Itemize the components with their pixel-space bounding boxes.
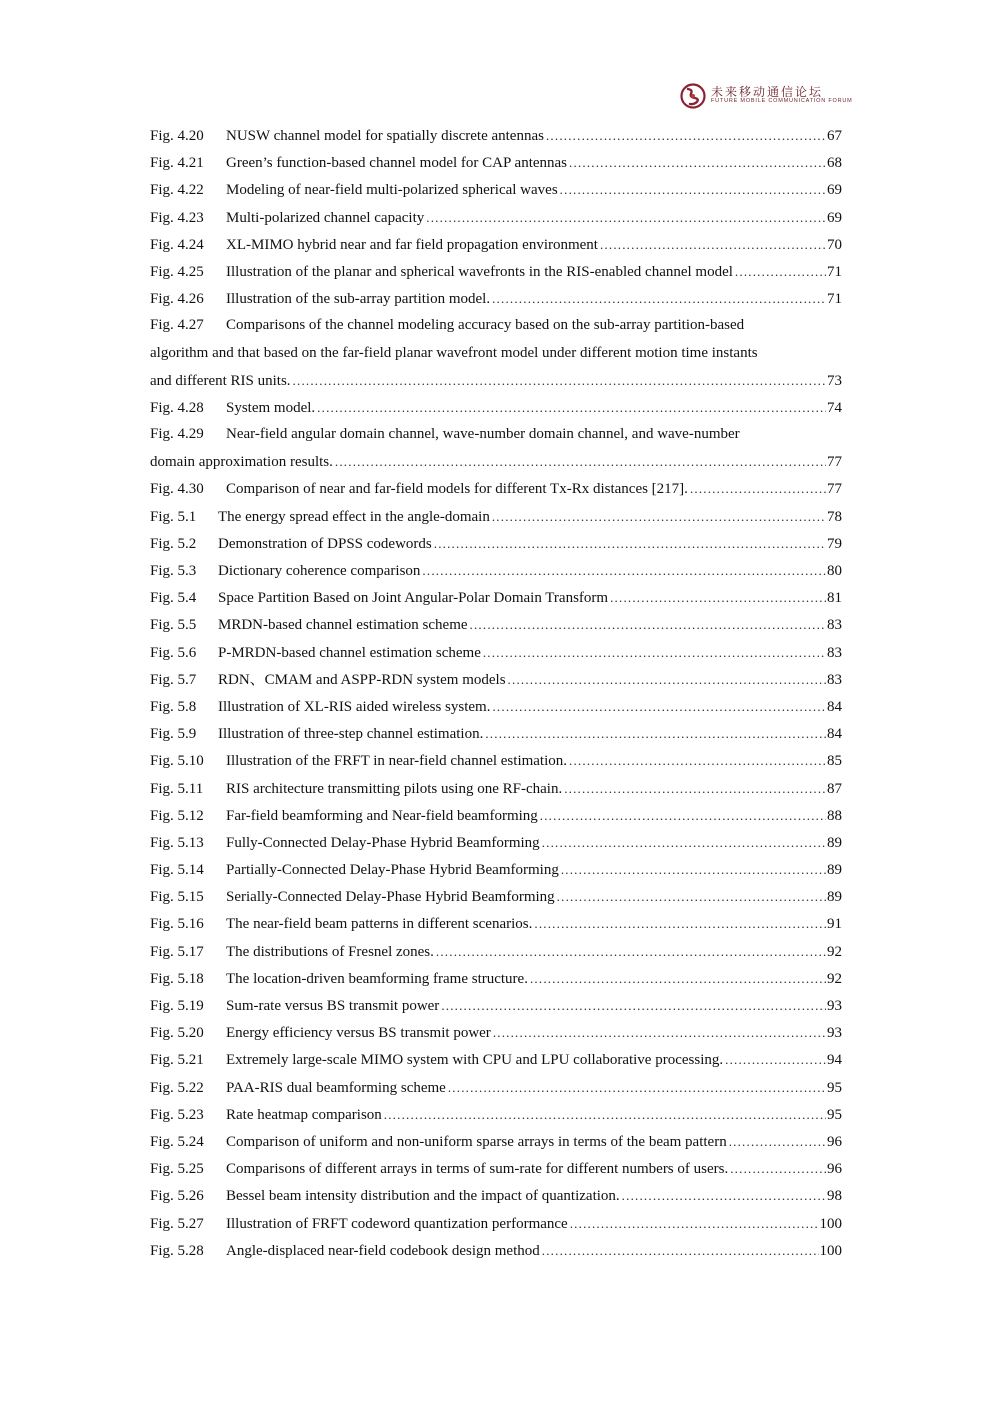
page-number: 69 [827, 209, 842, 226]
toc-entry[interactable] [150, 122, 842, 149]
dot-leader [493, 1019, 826, 1046]
dot-leader [564, 775, 826, 802]
figure-number: Fig. 4.30 [150, 481, 204, 498]
toc-entry[interactable] [150, 1019, 842, 1046]
figure-number: Fig. 5.23 [150, 1106, 204, 1123]
dot-leader [448, 1074, 826, 1101]
figure-title: Near-field angular domain channel, wave-number domain channel, and wave-number [226, 426, 740, 443]
figure-number: Fig. 5.9 [150, 726, 197, 743]
page-number: 74 [827, 399, 842, 416]
toc-entry[interactable] [150, 1128, 842, 1155]
figure-number: Fig. 5.3 [150, 563, 197, 579]
figure-number: Fig. 5.27 [150, 1215, 204, 1232]
figure-title: The energy spread effect in the angle-domain [218, 508, 490, 525]
page-number: 92 [827, 943, 842, 960]
figure-number: Fig. 4.21 [150, 155, 204, 172]
toc-entry[interactable] [150, 312, 842, 394]
figure-title: System model. [226, 399, 316, 416]
figure-number: Fig. 5.14 [150, 862, 204, 879]
toc-entry[interactable] [150, 1046, 842, 1073]
logo-chinese-text: 未来移动通信论坛 [711, 85, 824, 99]
dot-leader [735, 258, 826, 285]
toc-entry[interactable] [150, 666, 842, 693]
toc-entry[interactable] [150, 176, 842, 203]
page-number: 89 [827, 834, 842, 851]
figure-number: Fig. 4.22 [150, 182, 204, 199]
toc-entry[interactable] [150, 938, 842, 965]
dot-leader [729, 1128, 826, 1155]
figure-title: Space Partition Based on Joint Angular-Polar Domain Transform [218, 590, 609, 607]
toc-entry[interactable] [150, 693, 842, 720]
figure-number: Fig. 4.26 [150, 291, 204, 308]
figure-number: Fig. 5.11 [150, 780, 204, 797]
dot-leader [560, 176, 826, 203]
toc-entry[interactable] [150, 747, 842, 774]
dot-leader [293, 367, 826, 394]
figure-title: Extremely large-scale MIMO system with CPU and LPU collaborative processing. [226, 1052, 724, 1069]
figure-number: Fig. 4.25 [150, 263, 204, 280]
figure-number: Fig. 4.29 [150, 426, 204, 443]
figure-title-continued: and different RIS units. [150, 372, 291, 389]
figure-title: Comparisons of different arrays in terms of sum-rate for different numbers of users. [226, 1161, 729, 1178]
figure-number: Fig. 5.7 [150, 671, 197, 688]
toc-entry[interactable] [150, 1210, 842, 1237]
page-number: 95 [827, 1106, 842, 1123]
figure-number: Fig. 5.1 [150, 508, 197, 525]
dot-leader [542, 1237, 819, 1264]
figure-title-continued: domain approximation results. [150, 454, 333, 471]
figure-title: Illustration of the planar and spherical wavefronts in the RIS-enabled channel model [226, 263, 733, 280]
figure-title: NUSW channel model for spatially discrete antennas [226, 128, 544, 144]
toc-entry[interactable] [150, 775, 842, 802]
dot-leader [317, 394, 826, 421]
page-number: 71 [827, 291, 842, 308]
dot-leader [426, 204, 826, 231]
dot-leader [483, 639, 826, 666]
dot-leader [542, 829, 826, 856]
toc-entry[interactable] [150, 231, 842, 258]
toc-entry[interactable] [150, 1074, 842, 1101]
figure-number: Fig. 4.28 [150, 399, 204, 416]
toc-entry[interactable] [150, 720, 842, 747]
page-number: 83 [827, 644, 842, 661]
toc-entry[interactable] [150, 149, 842, 176]
logo-english-text: FUTURE MOBILE COMMUNICATION FORUM [711, 98, 853, 104]
toc-entry[interactable] [150, 475, 842, 502]
dot-leader [492, 285, 826, 312]
figure-number: Fig. 5.21 [150, 1052, 204, 1069]
page-number: 91 [827, 916, 842, 933]
page-number: 83 [827, 617, 842, 634]
figure-title: Illustration of the sub-array partition model. [226, 291, 491, 308]
page-number: 93 [827, 1025, 842, 1042]
toc-entry[interactable] [150, 1101, 842, 1128]
forum-logo [679, 82, 853, 110]
dot-leader [570, 1210, 819, 1237]
dot-leader [492, 693, 826, 720]
figure-title: Bessel beam intensity distribution and the impact of quantization. [226, 1188, 620, 1205]
dot-leader [441, 992, 826, 1019]
dot-leader [384, 1101, 826, 1128]
figure-number: Fig. 5.18 [150, 970, 204, 987]
dot-leader [561, 856, 826, 883]
figure-number: Fig. 5.2 [150, 535, 197, 552]
toc-entry[interactable] [150, 883, 842, 910]
dot-leader [546, 122, 826, 149]
dot-leader [534, 910, 826, 937]
figure-title: Sum-rate versus BS transmit power [226, 998, 440, 1014]
figure-number: Fig. 5.13 [150, 834, 204, 851]
figure-title: Comparison of near and far-field models for different Tx-Rx distances [217]. [226, 481, 688, 498]
page-number: 80 [827, 563, 842, 579]
figure-number: Fig. 5.26 [150, 1188, 204, 1205]
toc-entry[interactable] [150, 584, 842, 611]
page-number: 96 [827, 1161, 842, 1178]
figure-title: Angle-displaced near-field codebook design method [226, 1242, 540, 1259]
figure-number: Fig. 5.22 [150, 1079, 204, 1096]
toc-entry[interactable] [150, 421, 842, 475]
page-number: 84 [827, 726, 842, 743]
figure-title: Fully-Connected Delay-Phase Hybrid Beamforming [226, 834, 540, 851]
toc-entry[interactable] [150, 802, 842, 829]
dot-leader [600, 231, 826, 258]
figure-title: MRDN-based channel estimation scheme [218, 617, 468, 634]
figure-title: PAA-RIS dual beamforming scheme [226, 1079, 446, 1096]
figure-number: Fig. 5.5 [150, 617, 197, 634]
figure-title: Energy efficiency versus BS transmit power [226, 1025, 491, 1042]
page-number: 73 [827, 372, 842, 389]
figure-title: Illustration of FRFT codeword quantization performance [226, 1215, 568, 1232]
figure-title: XL-MIMO hybrid near and far field propagation environment [226, 236, 598, 253]
page-number: 100 [819, 1215, 842, 1232]
page-number: 79 [827, 535, 842, 552]
dot-leader [622, 1182, 826, 1209]
figure-number: Fig. 5.10 [150, 753, 204, 770]
figure-title: The near-field beam patterns in different scenarios. [226, 916, 533, 933]
figure-title: Demonstration of DPSS codewords [218, 535, 432, 552]
toc-entry[interactable] [150, 503, 842, 530]
dot-leader [557, 883, 826, 910]
toc-entry[interactable] [150, 639, 842, 666]
toc-entry[interactable] [150, 1155, 842, 1182]
figure-number: Fig. 5.20 [150, 1025, 204, 1042]
figure-title: Multi-polarized channel capacity [226, 209, 425, 226]
figure-number: Fig. 5.25 [150, 1161, 204, 1178]
dot-leader [470, 611, 826, 638]
page-number: 87 [827, 780, 842, 797]
figure-number: Fig. 5.19 [150, 998, 204, 1014]
figure-title: RDN、CMAM and ASPP-RDN system models [218, 671, 506, 688]
page-number: 77 [827, 454, 842, 471]
dot-leader [725, 1046, 826, 1073]
figure-number: Fig. 5.24 [150, 1133, 204, 1150]
dot-leader [569, 747, 826, 774]
dot-leader [530, 965, 826, 992]
figure-number: Fig. 5.12 [150, 807, 204, 824]
figure-number: Fig. 5.17 [150, 943, 204, 960]
figure-title: Illustration of XL-RIS aided wireless system. [218, 698, 491, 715]
figure-number: Fig. 5.6 [150, 644, 197, 661]
figure-title: Modeling of near-field multi-polarized spherical waves [226, 182, 558, 199]
toc-entry[interactable] [150, 557, 842, 584]
page-number: 68 [827, 155, 842, 172]
toc-entry[interactable] [150, 258, 842, 285]
page-number: 83 [827, 671, 842, 688]
figure-title: Green’s function-based channel model for CAP antennas [226, 155, 568, 172]
dot-leader [569, 149, 826, 176]
page-number: 77 [827, 481, 842, 498]
toc-entry[interactable] [150, 829, 842, 856]
figure-title: Illustration of the FRFT in near-field channel estimation. [226, 753, 568, 770]
dot-leader [690, 475, 826, 502]
page-number: 70 [827, 236, 842, 253]
figure-number: Fig. 5.4 [150, 590, 197, 607]
toc-entry[interactable] [150, 910, 842, 937]
toc-entry[interactable] [150, 965, 842, 992]
dot-leader [422, 557, 826, 584]
figure-title: Dictionary coherence comparison [218, 563, 421, 579]
dot-leader [335, 448, 826, 475]
figure-title: Illustration of three-step channel estimation. [218, 726, 484, 743]
forum-logo-icon [679, 82, 707, 110]
toc-entry[interactable] [150, 856, 842, 883]
toc-entry[interactable] [150, 530, 842, 557]
toc-entry[interactable] [150, 1237, 842, 1264]
page-number: 88 [827, 807, 842, 824]
figure-title: Rate heatmap comparison [226, 1106, 382, 1123]
page-number: 89 [827, 889, 842, 906]
dot-leader [730, 1155, 826, 1182]
page-number: 95 [827, 1079, 842, 1096]
figure-title: Far-field beamforming and Near-field beamforming [226, 807, 538, 824]
figure-number: Fig. 5.15 [150, 889, 204, 906]
page-number: 89 [827, 862, 842, 879]
dot-leader [540, 802, 826, 829]
dot-leader [485, 720, 826, 747]
figure-title: Comparison of uniform and non-uniform sparse arrays in terms of the beam pattern [226, 1133, 727, 1150]
page-number: 69 [827, 182, 842, 199]
figure-number: Fig. 4.20 [150, 128, 204, 144]
figure-title: P-MRDN-based channel estimation scheme [218, 644, 481, 661]
page-number: 67 [827, 128, 842, 144]
figure-title: The location-driven beamforming frame structure. [226, 970, 528, 987]
dot-leader [610, 584, 826, 611]
dot-leader [436, 938, 826, 965]
dot-leader [434, 530, 826, 557]
page-number: 92 [827, 970, 842, 987]
page-number: 71 [827, 263, 842, 280]
toc-entry[interactable] [150, 204, 842, 231]
figure-title: RIS architecture transmitting pilots using one RF-chain. [226, 780, 563, 797]
page-number: 78 [827, 508, 842, 525]
page-number: 84 [827, 698, 842, 715]
page-number: 81 [827, 590, 842, 607]
page-number: 100 [819, 1242, 842, 1259]
page-number: 94 [827, 1052, 842, 1069]
toc-entry[interactable] [150, 285, 842, 312]
figure-number: Fig. 5.8 [150, 698, 197, 715]
figure-number: Fig. 5.28 [150, 1242, 204, 1259]
figure-number: Fig. 4.23 [150, 209, 204, 226]
toc-entry[interactable] [150, 611, 842, 638]
figure-title-continued: algorithm and that based on the far-field planar wavefront model under different motion time instants [150, 344, 758, 361]
toc-entry[interactable] [150, 1182, 842, 1209]
figure-title: Serially-Connected Delay-Phase Hybrid Beamforming [226, 889, 555, 906]
figure-number: Fig. 5.16 [150, 916, 204, 933]
dot-leader [508, 666, 826, 693]
toc-entry[interactable] [150, 394, 842, 421]
figure-number: Fig. 4.24 [150, 236, 204, 253]
dot-leader [492, 503, 826, 530]
list-of-figures [150, 122, 842, 1264]
page-number: 85 [827, 753, 842, 770]
figure-number: Fig. 4.27 [150, 317, 204, 334]
toc-entry[interactable] [150, 992, 842, 1019]
page-number: 96 [827, 1133, 842, 1150]
figure-title: Comparisons of the channel modeling accuracy based on the sub-array partition-based [226, 317, 745, 334]
page-number: 98 [827, 1188, 842, 1205]
figure-title: Partially-Connected Delay-Phase Hybrid Beamforming [226, 862, 559, 879]
figure-title: The distributions of Fresnel zones. [226, 943, 434, 960]
page-number: 93 [827, 998, 842, 1014]
